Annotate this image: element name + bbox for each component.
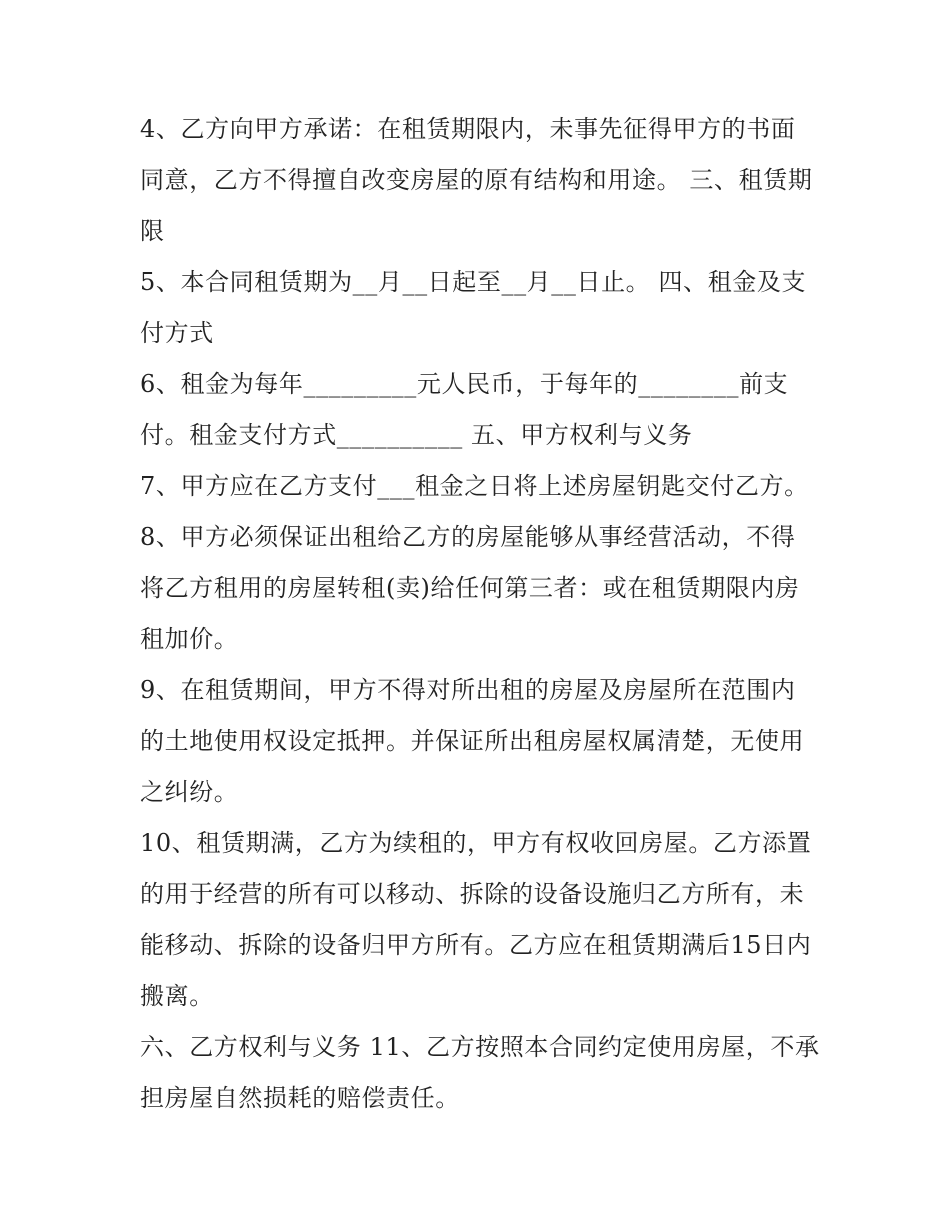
clause-5: 5、本合同租赁期为__月__日起至__月__日止。 四、租金及支付方式 xyxy=(140,268,807,347)
clause-4: 4、乙方向甲方承诺：在租赁期限内，未事先征得甲方的书面同意，乙方不得擅自改变房屋的原有结构和用途。 三、租赁期限 xyxy=(140,115,813,245)
clause-9: 9、在租赁期间，甲方不得对所出租的房屋及房屋所在范围内的土地使用权设定抵押。并保证所出租房屋权属清楚，无使用之纠纷。 xyxy=(140,676,805,806)
clause-10: 10、租赁期满，乙方为续租的，甲方有权收回房屋。乙方添置的用于经营的所有可以移动、拆除的设备设施归乙方所有，未能移动、拆除的设备归甲方所有。乙方应在租赁期满后15日内搬离。 xyxy=(140,829,812,1010)
clause-7: 7、甲方应在乙方支付___租金之日将上述房屋钥匙交付乙方。 xyxy=(140,472,809,500)
clause-6: 6、租金为每年_________元人民币，于每年的________前支付。租金支付方式__________ 五、甲方权利与义务 xyxy=(140,370,789,449)
document-body xyxy=(140,104,820,1124)
clause-8: 8、甲方必须保证出租给乙方的房屋能够从事经营活动，不得将乙方租用的房屋转租(卖)给任何第三者：或在租赁期限内房租加价。 xyxy=(140,523,800,653)
clause-11: 六、乙方权利与义务 11、乙方按照本合同约定使用房屋，不承担房屋自然损耗的赔偿责任。 xyxy=(140,1033,820,1112)
